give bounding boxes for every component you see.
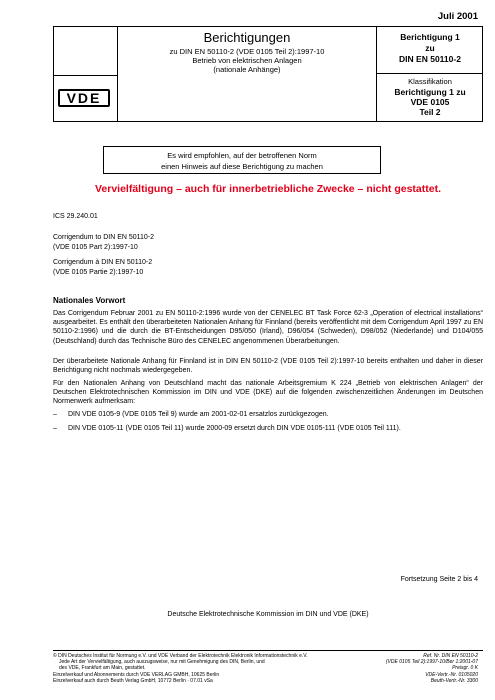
classification-value: Teil 2 (419, 107, 441, 117)
classification-block (377, 74, 483, 117)
classification-value: VDE 0105 (410, 97, 450, 107)
ics-code: ICS 29.240.01 (53, 213, 98, 220)
corrigendum-line: Corrigendum to DIN EN 50110-2 (53, 234, 155, 241)
document-topic: Betrieb von elektrischen Anlagen (192, 56, 302, 65)
corrigendum-line: (VDE 0105 Part 2):1997-10 (53, 243, 138, 251)
reproduction-warning: Vervielfältigung – auch für innerbetriebliche Zwecke – nicht gestattet. (94, 183, 441, 195)
footer-line: Jede Art der Vervielfältigung, auch auszugsweise, nur mit Genehmigung des DIN, Berlin, und (59, 659, 265, 666)
corrigendum-english (53, 233, 154, 252)
commission-name: Deutsche Elektrotechnische Kommission im DIN und VDE (DKE) (167, 611, 369, 618)
list-item (53, 424, 483, 433)
correction-id-block (377, 27, 483, 65)
document-subtitle: zu DIN EN 50110-2 (VDE 0105 Teil 2):1997-10 (169, 47, 325, 56)
footer-line: Einzelverkauf auch durch Beuth Verlag GmbH, 10772 Berlin · 07.01 vSa (53, 677, 213, 684)
document-topic-note: (nationale Anhänge) (213, 65, 281, 74)
paragraph: Der überarbeitete Nationale Anhang für Finnland ist in DIN EN 50110-2 (VDE 0105 Teil 2):1997-10 bereits enthalten und daher in dieser Berichtigung nicht nochmals wiedergegeben. (53, 358, 483, 375)
footer-line: © DIN Deutsches Institut für Normung e.V. und VDE Verband der Elektrotechnik Elektronik Informationstechnik e.V. (53, 653, 308, 659)
footer-line: Beuth-Vertr.-Nr. 3300 (430, 677, 478, 684)
footer-line: Einzelverkauf und Abonnements durch VDE VERLAG GMBH, 10625 Berlin (53, 671, 220, 678)
paragraph: Das Corrigendum Februar 2001 zu EN 50110-2:1996 wurde von der CENELEC BT Task Force 62-3 „Operation of electrical installations“ ausgearbeitet. Es enthält den überarbeiteten Nationalen Anhang für Finnland (bereits veröffentlicht mit dem Corrigendum April 1997 zu EN 50110-2:1996) und die durch die BT-Entscheidungen D95/050 (Irland), D96/054 (Schweden), D98/052 (Niederlande) und D104/055 (Deutschland) durch das Technische Büro des CENELEC angenommenen Überarbeitungen. (53, 310, 483, 345)
correction-id-line: DIN EN 50110-2 (399, 54, 461, 64)
title-block (118, 27, 376, 74)
list-item (53, 410, 483, 419)
header-table (53, 26, 483, 122)
notice-line: Es wird empfohlen, auf der betroffenen Norm (167, 151, 317, 160)
corrigendum-line: Corrigendum à DIN EN 50110-2 (53, 259, 153, 266)
corrigendum-line: (VDE 0105 Partie 2):1997-10 (53, 268, 144, 276)
footer-line: des VDE, Frankfurt am Main, gestattet. (59, 665, 146, 672)
list-item-text: DIN VDE 0105-11 (VDE 0105 Teil 11) wurde 2000-09 ersetzt durch DIN VDE 0105-111 (VDE 0105 Teil 111). (68, 425, 401, 432)
bullet-dash: – (53, 425, 57, 432)
footer-line: (VDE 0105 Teil 2):1997-10/Ber 1:2001-07 (385, 659, 478, 666)
notice-line: einen Hinweis auf diese Berichtigung zu machen (161, 162, 323, 171)
correction-id-line: Berichtigung 1 (400, 32, 460, 42)
paragraph: Für den Nationalen Anhang von Deutschland macht das nationale Arbeitsgremium K 224 „Betrieb von elektrischen Anlagen“ der Deutschen Elektrotechnischen Kommission im DIN und VDE (DKE) auf die folgenden zwischenzeitlichen Änderungen im Deutschen Normenwerk aufmerksam: (53, 380, 483, 406)
footer-copyright (53, 653, 308, 684)
corrigendum-french (53, 258, 152, 277)
notice-box (103, 146, 381, 174)
footer-line: VDE-Vertr.-Nr. 0105020 (425, 671, 478, 678)
footer-line: Preisgr. 0 K (452, 665, 478, 672)
correction-id-line: zu (425, 43, 435, 53)
classification-value: Berichtigung 1 zu (394, 87, 466, 97)
vde-logo: VDE (58, 89, 110, 107)
footer-line: Ref. Nr. DIN EN 50110-2 (423, 653, 478, 659)
document-title: Berichtigungen (203, 30, 291, 45)
bullet-dash: – (53, 411, 57, 418)
logo-cell (54, 75, 117, 122)
issue-date: Juli 2001 (437, 11, 478, 22)
footer-reference (386, 653, 478, 684)
continuation-note: Fortsetzung Seite 2 bis 4 (400, 576, 478, 583)
footer-divider (53, 650, 483, 651)
list-item-text: DIN VDE 0105-9 (VDE 0105 Teil 9) wurde am 2001-02-01 ersatzlos zurückgezogen. (68, 411, 329, 418)
classification-label: Klassifikation (408, 77, 452, 86)
section-title: Nationales Vorwort (53, 296, 126, 305)
